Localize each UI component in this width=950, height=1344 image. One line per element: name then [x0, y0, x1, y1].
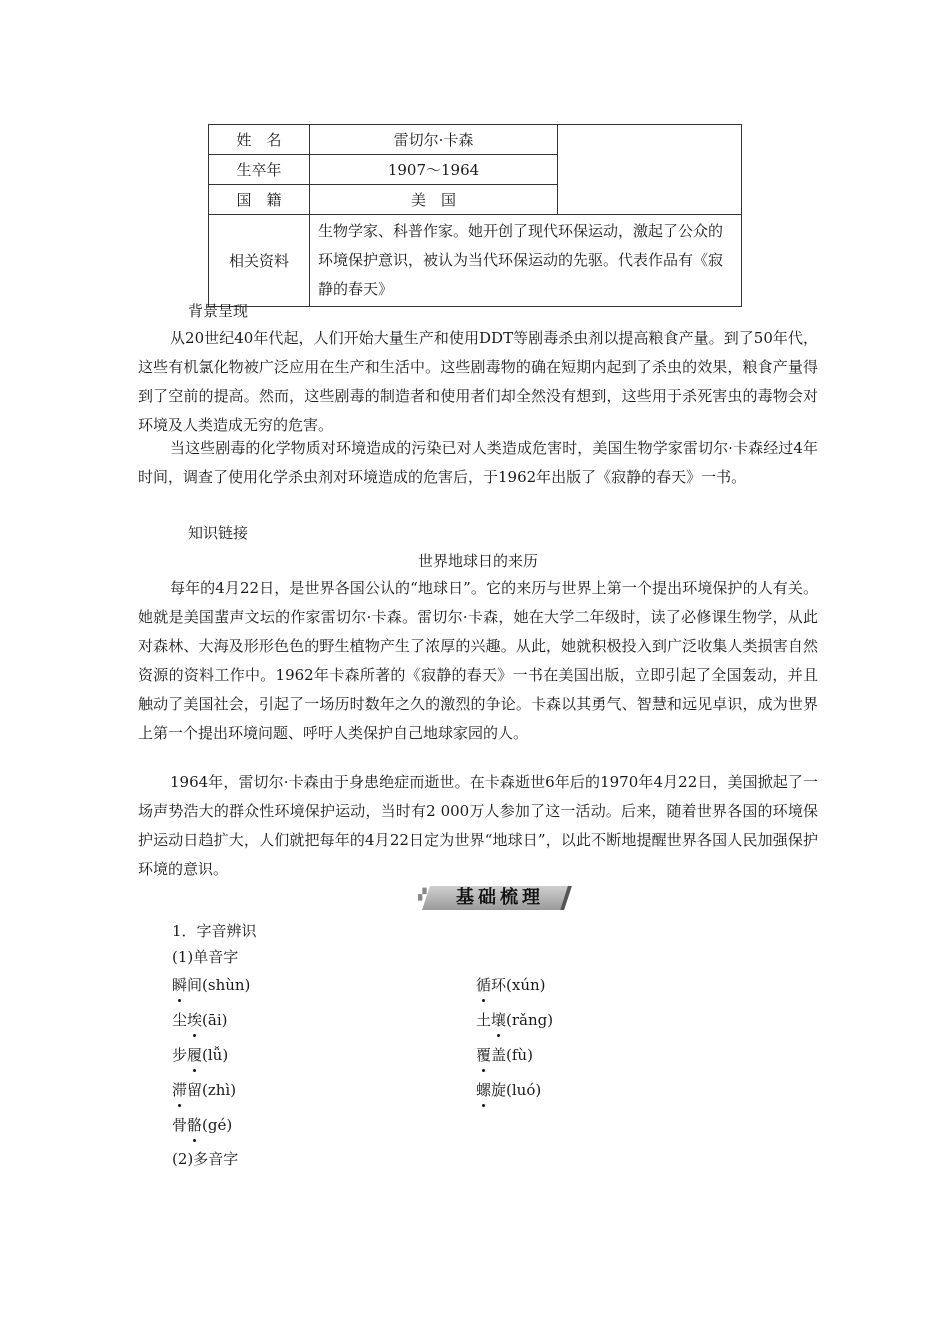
word-prefix: 骨 [172, 1116, 188, 1134]
background-heading: 背景呈现 [188, 302, 249, 320]
word-suffix: 旋(luó) [491, 1081, 542, 1099]
dotted-char: 埃 [187, 1011, 203, 1029]
knowledge-paragraph-2: 1964年，雷切尔·卡森由于身患绝症而逝世。在卡森逝世6年后的1970年4月22日，美国掀起了一场声势浩大的群众性环境保护运动，当时有2 000万人参加了这一活动。后来，随着世界各国的环境保护运动日趋扩大，人们就把每年的4月22日定为世界“地球日”，以此不断地提醒世界各国人民加强保护环境的意识。 [138, 773, 818, 878]
word-entry [172, 1044, 228, 1066]
dotted-char: 瞬 [172, 976, 188, 994]
polyphone-heading: (2)多音字 [172, 1150, 239, 1168]
word-entry [172, 1114, 232, 1136]
word-suffix: (gé) [202, 1116, 233, 1134]
label-nationality: 国 籍 [209, 185, 310, 215]
word-prefix: 步 [172, 1046, 188, 1064]
word-entry [476, 1009, 553, 1031]
portrait-cell [558, 125, 742, 215]
word-suffix: 盖(fù) [491, 1046, 533, 1064]
dotted-char: 覆 [476, 1046, 492, 1064]
word-suffix: 留(zhì) [187, 1081, 237, 1099]
single-sound-heading: (1)单音字 [172, 948, 239, 966]
word-prefix: 土 [476, 1011, 492, 1029]
knowledge-paragraph-1: 每年的4月22日，是世界各国公认的“地球日”。它的来历与世界上第一个提出环境保护的人有关。她就是美国蜚声文坛的作家雷切尔·卡森。雷切尔·卡森，她在大学二年级时，读了必修课生物学，从此对森林、大海及形形色色的野生植物产生了浓厚的兴趣。从此，她就积极投入到广泛收集人类损害自然资源的资料工作中。1962年卡森所著的《寂静的春天》一书在美国出版，立即引起了全国轰动，并且触动了美国社会，引起了一场历时数年之久的激烈的争论。卡森以其勇气、智慧和远见卓识，成为世界上第一个提出环境问题、呼吁人类保护自己地球家园的人。 [138, 579, 818, 742]
word-suffix: 环(xún) [491, 976, 546, 994]
word-entry [476, 1079, 541, 1101]
word-entry [476, 974, 546, 996]
label-name: 姓 名 [209, 125, 310, 155]
knowledge-title: 世界地球日的来历 [417, 552, 538, 570]
background-paragraph-1: 从20世纪40年代起，人们开始大量生产和使用DDT等剧毒杀虫剂以提高粮食产量。到了50年代，这些有机氯化物被广泛应用在生产和生活中。这些剧毒物的确在短期内起到了杀虫的效果，粮食产量得到了空前的提高。然而，这些剧毒的制造者和使用者们却全然没有想到，这些用于杀死害虫的毒物会对环境及人类造成无穷的危害。 [138, 329, 818, 434]
word-suffix: (rǎng) [506, 1011, 554, 1029]
dotted-char: 壤 [491, 1011, 507, 1029]
value-related-info: 生物学家、科普作家。她开创了现代环保运动，激起了公众的环境保护意识，被认为当代环保运动的先驱。代表作品有《寂静的春天》 [310, 215, 742, 307]
dotted-char: 循 [476, 976, 492, 994]
dotted-char: 螺 [476, 1081, 492, 1099]
word-prefix: 尘 [172, 1011, 188, 1029]
label-lifespan: 生卒年 [209, 155, 310, 185]
section-banner [418, 884, 568, 912]
dotted-char: 骼 [187, 1116, 203, 1134]
pronunciation-item-title: 1．字音辨识 [172, 922, 257, 940]
knowledge-heading: 知识链接 [188, 524, 249, 542]
value-lifespan: 1907～1964 [310, 155, 558, 185]
word-entry [476, 1044, 533, 1066]
dotted-char: 滞 [172, 1081, 188, 1099]
label-related-info: 相关资料 [209, 215, 310, 307]
banner-title: 基础梳理 [456, 887, 544, 908]
table-row [209, 125, 742, 155]
author-info-table [208, 124, 742, 307]
word-suffix: (āi) [202, 1011, 228, 1029]
value-name: 雷切尔·卡森 [310, 125, 558, 155]
value-nationality: 美 国 [310, 185, 558, 215]
table-row [209, 215, 742, 307]
background-paragraph-2: 当这些剧毒的化学物质对环境造成的污染已对人类造成危害时，美国生物学家雷切尔·卡森经过4年时间，调查了使用化学杀虫剂对环境造成的危害后，于1962年出版了《寂静的春天》一书。 [138, 439, 818, 486]
word-suffix: (lǚ) [202, 1046, 229, 1064]
banner-decoration-icon: ▞ [418, 888, 427, 901]
word-suffix: 间(shùn) [187, 976, 251, 994]
dotted-char: 履 [187, 1046, 203, 1064]
word-entry [172, 1009, 227, 1031]
word-entry [172, 974, 250, 996]
word-entry [172, 1079, 236, 1101]
